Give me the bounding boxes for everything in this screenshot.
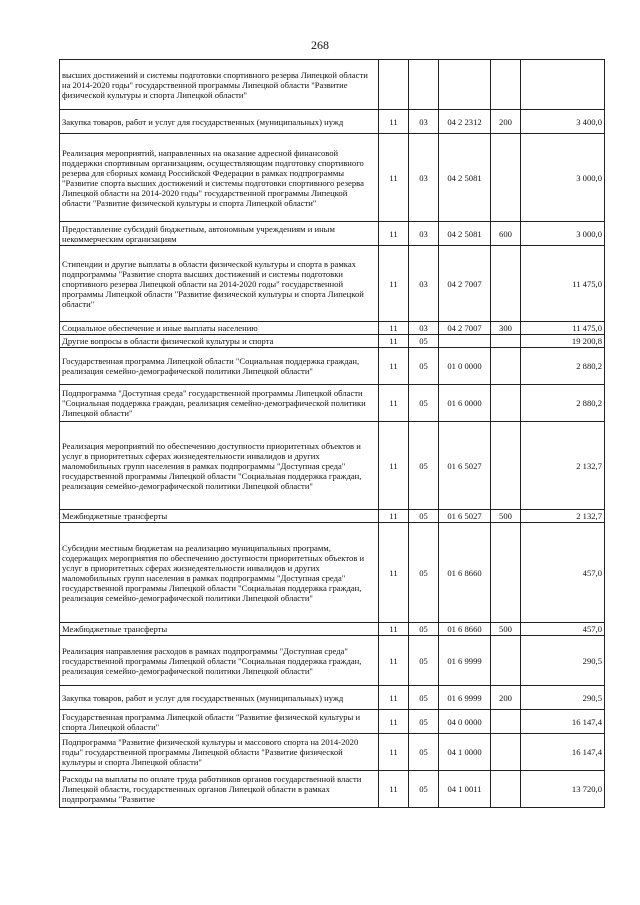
section-code-cell: 11 [379,422,409,510]
table-row [60,322,605,335]
amount-cell: 3 000,0 [521,222,605,246]
expense-type-cell: 200 [491,110,521,134]
subsection-code-cell: 05 [409,623,439,636]
amount-cell: 3 000,0 [521,134,605,222]
budget-table [59,59,605,808]
amount-cell: 13 720,0 [521,771,605,808]
item-name-cell: Закупка товаров, работ и услуг для государственных (муниципальных) нужд [60,110,379,134]
expense-type-cell: 500 [491,623,521,636]
expense-type-cell [491,710,521,734]
table-row [60,385,605,422]
subsection-code-cell: 03 [409,222,439,246]
table-row [60,348,605,385]
amount-cell: 3 400,0 [521,110,605,134]
expense-type-cell [491,134,521,222]
table-row [60,134,605,222]
target-article-cell: 04 2 7007 [439,246,491,322]
subsection-code-cell: 03 [409,134,439,222]
section-code-cell: 11 [379,335,409,348]
target-article-cell: 01 6 8660 [439,523,491,623]
amount-cell: 16 147,4 [521,710,605,734]
section-code-cell: 11 [379,636,409,686]
amount-cell: 290,5 [521,686,605,710]
section-code-cell: 11 [379,322,409,335]
amount-cell: 2 880,2 [521,348,605,385]
item-name-cell: Государственная программа Липецкой области "Социальная поддержка граждан, реализация семейно-демографической политики Липецкой области" [60,348,379,385]
subsection-code-cell: 03 [409,110,439,134]
item-name-cell: Реализация мероприятий по обеспечению доступности приоритетных объектов и услуг в приоритетных сферах жизнедеятельности инвалидов и других маломобильных групп населения в рамках подпрограммы "Доступная среда" государственной программы Липецкой области "Социальная поддержка граждан, реализация семейно-демографической политики Липецкой области" [60,422,379,510]
table-row [60,710,605,734]
table-row [60,734,605,771]
section-code-cell: 11 [379,771,409,808]
section-code-cell: 11 [379,348,409,385]
target-article-cell: 01 0 0000 [439,348,491,385]
target-article-cell: 04 2 7007 [439,322,491,335]
section-code-cell [379,60,409,110]
expense-type-cell [491,335,521,348]
amount-cell: 457,0 [521,623,605,636]
amount-cell: 11 475,0 [521,322,605,335]
item-name-cell: Предоставление субсидий бюджетным, автономным учреждениям и иным некоммерческим организациям [60,222,379,246]
expense-type-cell [491,422,521,510]
item-name-cell: высших достижений и системы подготовки спортивного резерва Липецкой области на 2014-2020 годы" государственной программы Липецкой области "Развитие физической культуры и спорта Липецкой области" [60,60,379,110]
section-code-cell: 11 [379,623,409,636]
table-row [60,335,605,348]
amount-cell: 2 132,7 [521,422,605,510]
subsection-code-cell: 05 [409,771,439,808]
table-row [60,110,605,134]
target-article-cell: 04 2 2312 [439,110,491,134]
item-name-cell: Субсидии местным бюджетам на реализацию муниципальных программ, содержащих мероприятия по обеспечению доступности приоритетных объектов и услуг в приоритетных сферах жизнедеятельности инвалидов и других маломобильных групп населения в рамках подпрограммы "Доступная среда" государственной программы Липецкой области "Социальная поддержка граждан, реализация семейно-демографической политики Липецкой области" [60,523,379,623]
expense-type-cell [491,734,521,771]
subsection-code-cell: 05 [409,686,439,710]
expense-type-cell: 600 [491,222,521,246]
subsection-code-cell: 05 [409,510,439,523]
expense-type-cell [491,771,521,808]
item-name-cell: Подпрограмма "Развитие физической культуры и массового спорта на 2014-2020 годы" государственной программы Липецкой области "Развитие физической культуры и спорта Липецкой области" [60,734,379,771]
amount-cell: 16 147,4 [521,734,605,771]
table-row [60,771,605,808]
expense-type-cell: 500 [491,510,521,523]
item-name-cell: Государственная программа Липецкой области "Развитие физической культуры и спорта Липецкой области" [60,710,379,734]
item-name-cell: Межбюджетные трансферты [60,623,379,636]
amount-cell: 19 200,8 [521,335,605,348]
expense-type-cell [491,246,521,322]
subsection-code-cell: 05 [409,710,439,734]
table-row [60,222,605,246]
table-row [60,510,605,523]
subsection-code-cell: 05 [409,523,439,623]
subsection-code-cell: 05 [409,734,439,771]
section-code-cell: 11 [379,523,409,623]
target-article-cell: 01 6 5027 [439,510,491,523]
section-code-cell: 11 [379,686,409,710]
table-row [60,246,605,322]
target-article-cell: 04 1 0000 [439,734,491,771]
page-number: 268 [311,38,329,52]
target-article-cell: 01 6 8660 [439,623,491,636]
target-article-cell: 04 1 0011 [439,771,491,808]
expense-type-cell [491,385,521,422]
target-article-cell: 01 6 9999 [439,636,491,686]
item-name-cell: Другие вопросы в области физической культуры и спорта [60,335,379,348]
item-name-cell: Расходы на выплаты по оплате труда работников органов государственной власти Липецкой области, государственных органов Липецкой области в рамках подпрограммы "Развитие [60,771,379,808]
section-code-cell: 11 [379,134,409,222]
subsection-code-cell: 03 [409,246,439,322]
table-row [60,523,605,623]
section-code-cell: 11 [379,222,409,246]
subsection-code-cell: 05 [409,636,439,686]
subsection-code-cell: 05 [409,422,439,510]
target-article-cell: 01 6 0000 [439,385,491,422]
subsection-code-cell: 03 [409,322,439,335]
target-article-cell: 04 0 0000 [439,710,491,734]
table-row [60,422,605,510]
section-code-cell: 11 [379,385,409,422]
target-article-cell: 01 6 9999 [439,686,491,710]
target-article-cell: 04 2 5081 [439,134,491,222]
subsection-code-cell: 05 [409,335,439,348]
item-name-cell: Реализация направления расходов в рамках подпрограммы "Доступная среда" государственной программы Липецкой области "Социальная поддержка граждан, реализация семейно-демографической политики Липецкой области" [60,636,379,686]
subsection-code-cell [409,60,439,110]
table-row [60,623,605,636]
amount-cell [521,60,605,110]
expense-type-cell [491,636,521,686]
item-name-cell: Стипендии и другие выплаты в области физической культуры и спорта в рамках подпрограммы "Развитие спорта высших достижений и системы подготовки спортивного резерва Липецкой области на 2014-2020 годы" государственной программы Липецкой области "Развитие физической культуры и спорта Липецкой области" [60,246,379,322]
expense-type-cell [491,523,521,623]
section-code-cell: 11 [379,110,409,134]
item-name-cell: Подпрограмма "Доступная среда" государственной программы Липецкой области "Социальная поддержка граждан, реализация семейно-демографической политики Липецкой области" [60,385,379,422]
item-name-cell: Межбюджетные трансферты [60,510,379,523]
table-row [60,60,605,110]
item-name-cell: Социальное обеспечение и иные выплаты населению [60,322,379,335]
expense-type-cell: 300 [491,322,521,335]
amount-cell: 2 880,2 [521,385,605,422]
subsection-code-cell: 05 [409,348,439,385]
section-code-cell: 11 [379,734,409,771]
expense-type-cell: 200 [491,686,521,710]
item-name-cell: Реализация мероприятий, направленных на оказание адресной финансовой поддержки спортивным организациям, осуществляющим подготовку спортивного резерва для сборных команд Российской Федерации в рамках подпрограммы "Развитие спорта высших достижений и системы подготовки спортивного резерва Липецкой области на 2014-2020 годы" государственной программы Липецкой области "Развитие физической культуры и спорта Липецкой области" [60,134,379,222]
table-row [60,636,605,686]
amount-cell: 290,5 [521,636,605,686]
expense-type-cell [491,60,521,110]
subsection-code-cell: 05 [409,385,439,422]
target-article-cell: 04 2 5081 [439,222,491,246]
section-code-cell: 11 [379,710,409,734]
section-code-cell: 11 [379,246,409,322]
table-row [60,686,605,710]
target-article-cell [439,335,491,348]
amount-cell: 457,0 [521,523,605,623]
item-name-cell: Закупка товаров, работ и услуг для государственных (муниципальных) нужд [60,686,379,710]
section-code-cell: 11 [379,510,409,523]
target-article-cell: 01 6 5027 [439,422,491,510]
target-article-cell [439,60,491,110]
amount-cell: 11 475,0 [521,246,605,322]
amount-cell: 2 132,7 [521,510,605,523]
expense-type-cell [491,348,521,385]
